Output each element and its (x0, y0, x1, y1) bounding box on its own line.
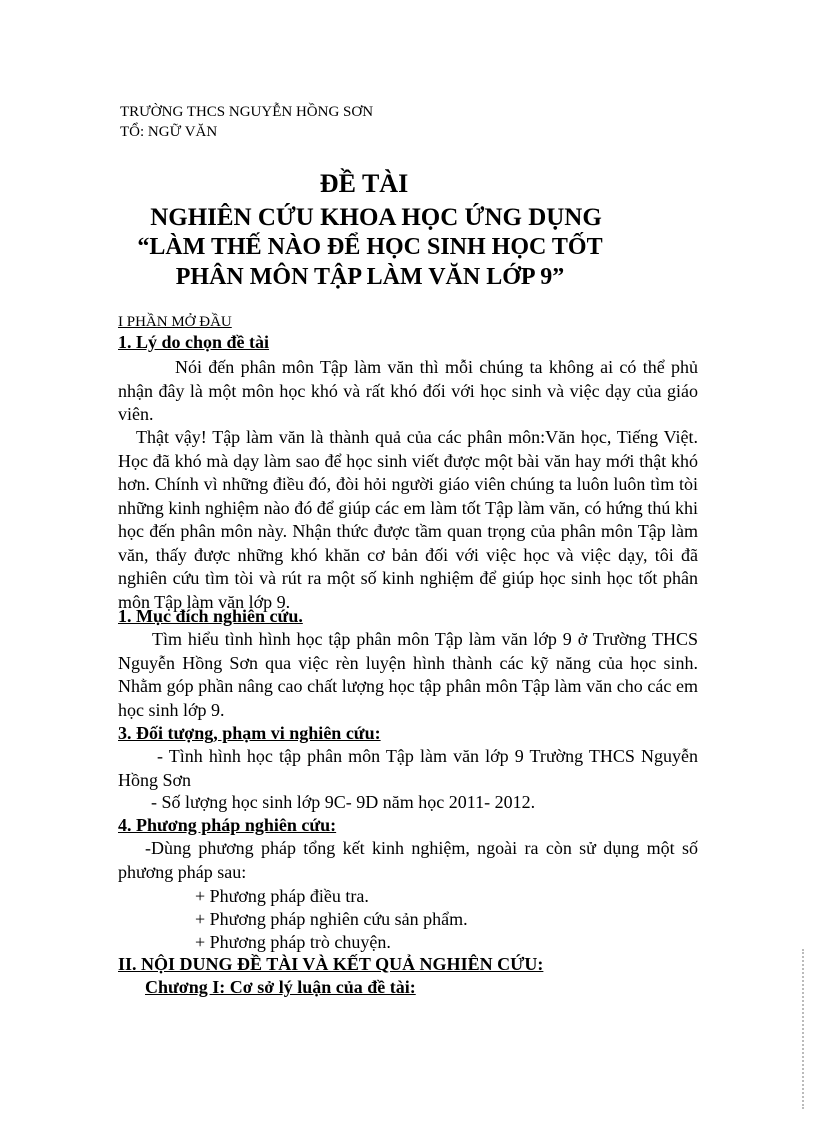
method-item-survey: + Phương pháp điều tra. (195, 886, 369, 906)
school-name: TRƯỜNG THCS NGUYỄN HỒNG SƠN (120, 104, 374, 120)
method-paragraph: -Dùng phương pháp tổng kết kinh nghiệm, ngoài ra còn sử dụng một số phương pháp sau: (118, 838, 698, 882)
reason-paragraph-2: Thật vậy! Tập làm văn là thành quả của các phân môn:Văn học, Tiếng Việt. Học đã khó mà dạy làm sao để học sinh viết được một bài văn hay mới thật khó hơn. Chính vì những điều đó, đòi hỏi người giáo viên chúng ta luôn luôn tìm tòi những kinh nghiệm nào đó để giúp các em làm tốt Tập làm văn, có hứng thú khi học đến phân môn này. Nhận thức được tầm quan trọng của phân môn Tập làm văn, thấy được những khó khăn cơ bản đối với việc học và việc dạy, tôi đã nghiên cứu tìm tòi và rút ra một số kinh nghiệm để giúp học sinh học tốt phân môn Tập làm văn lớp 9. (118, 427, 698, 612)
method-item-conversation: + Phương pháp trò chuyện. (195, 932, 391, 952)
purpose-paragraph: Tìm hiểu tình hình học tập phân môn Tập làm văn lớp 9 ở Trường THCS Nguyễn Hồng Sơn qua việc rèn luyện hình thành các kỹ năng của học sinh. Nhằm góp phần nâng cao chất lượng học tập phân môn Tập làm văn cho các em học sinh lớp 9. (118, 629, 698, 720)
object-heading: 3. Đối tượng, phạm vi nghiên cứu: (118, 723, 381, 743)
object-item-1: - Tình hình học tập phân môn Tập làm văn lớp 9 Trường THCS Nguyễn Hồng Sơn (118, 746, 698, 790)
title-line-2: NGHIÊN CỨU KHOA HỌC ỨNG DỤNG (150, 204, 602, 231)
chapter-1-heading: Chương I: Cơ sở lý luận của đề tài: (145, 977, 416, 997)
purpose-heading: 1. Mục đích nghiên cứu. (118, 606, 303, 626)
method-item-product: + Phương pháp nghiên cứu sản phẩm. (195, 909, 468, 929)
title-line-3: “LÀM THẾ NÀO ĐỂ HỌC SINH HỌC TỐT (137, 234, 603, 260)
object-item-2: - Số lượng học sinh lớp 9C- 9D năm học 2011- 2012. (151, 792, 536, 812)
department-name: TỔ: NGỮ VĂN (120, 124, 218, 140)
title-line-4: PHÂN MÔN TẬP LÀM VĂN LỚP 9” (175, 264, 565, 290)
method-heading: 4. Phương pháp nghiên cứu: (118, 815, 337, 835)
reason-paragraph-1: Nói đến phân môn Tập làm văn thì mỗi chúng ta không ai có thể phủ nhận đây là một môn học khó và rất khó đối với học sinh và việc dạy của giáo viên. (118, 357, 698, 424)
title-line-1: ĐỀ TÀI (319, 169, 409, 198)
section-intro-heading: I PHẦN MỞ ĐẦU (118, 314, 232, 330)
content-heading: II. NỘI DUNG ĐỀ TÀI VÀ KẾT QUẢ NGHIÊN CỨU: (118, 954, 544, 974)
reason-heading: 1. Lý do chọn đề tài (118, 332, 270, 352)
page-edge-mark (800, 949, 804, 1109)
